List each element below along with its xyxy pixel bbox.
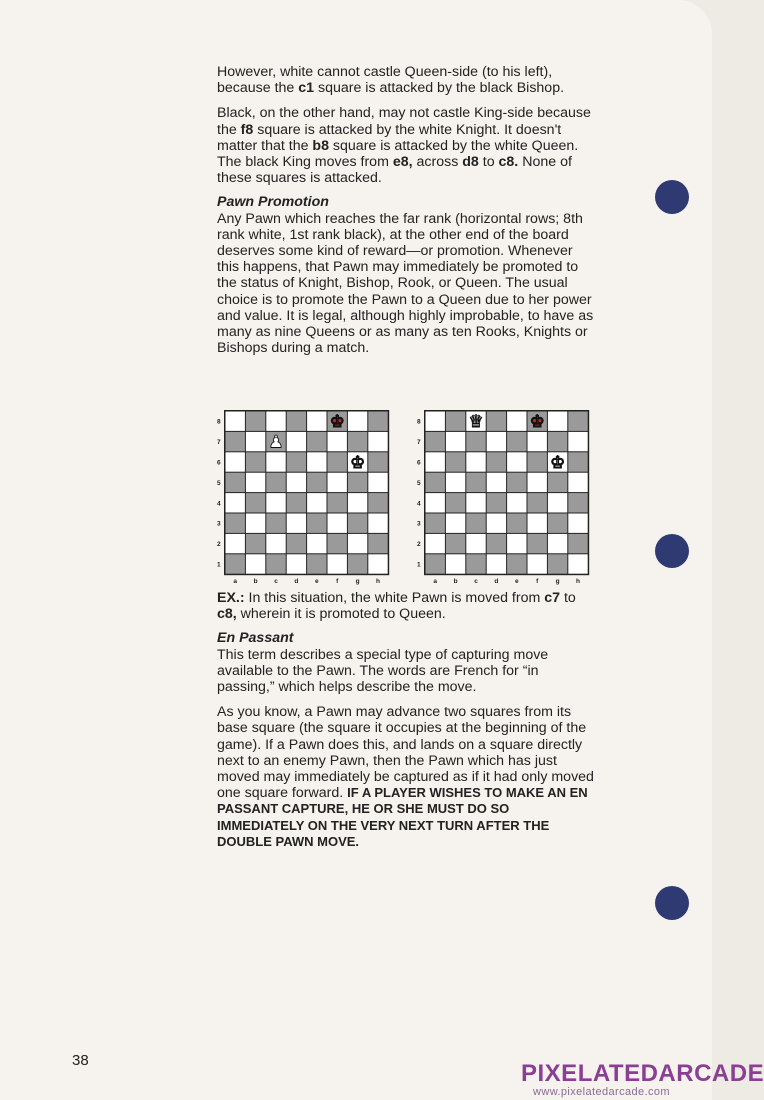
square-d4	[487, 493, 506, 512]
black-king-icon: ♚	[529, 412, 545, 433]
square-a8	[226, 412, 245, 431]
square-c6	[466, 452, 485, 471]
watermark-title: PIXELATEDARCADE	[521, 1060, 764, 1087]
file-label: g	[355, 578, 360, 586]
paragraph-en-passant-intro: This term describes a special type of capturing move available to the Pawn. The words are French for “in passing,” which helps describe the move.	[217, 646, 549, 696]
chess-diagrams	[213, 409, 603, 584]
file-label: a	[233, 578, 238, 586]
square-b2	[246, 534, 265, 553]
rank-label: 7	[417, 439, 421, 447]
binder-hole-bottom	[655, 886, 689, 920]
square-a1	[226, 554, 245, 573]
white-queen-icon: ♛	[468, 412, 484, 433]
rank-label: 6	[217, 459, 221, 467]
chessboard-before	[213, 409, 393, 584]
square-c2	[266, 534, 285, 553]
square-g2	[548, 534, 567, 553]
square-d3	[287, 514, 306, 533]
square-b7	[446, 432, 465, 451]
rank-label: 2	[417, 541, 421, 549]
square-e6	[507, 452, 526, 471]
square-a7	[226, 432, 245, 451]
square-g4	[548, 493, 567, 512]
rank-label: 5	[217, 479, 221, 487]
file-label: f	[336, 578, 339, 586]
square-c3	[266, 514, 285, 533]
text-column-lower	[217, 590, 597, 850]
square-h7	[368, 432, 387, 451]
square-c4	[266, 493, 285, 512]
square-g4	[348, 493, 367, 512]
rank-label: 1	[217, 561, 221, 569]
white-king-icon: ♚	[549, 453, 566, 473]
square-e3	[507, 514, 526, 533]
square-g5	[348, 473, 367, 492]
square-e7	[307, 432, 326, 451]
square-c1	[466, 554, 485, 573]
rank-label: 6	[417, 459, 421, 467]
square-a7	[426, 432, 445, 451]
square-h6	[368, 452, 387, 471]
square-d5	[487, 473, 506, 492]
square-h8	[568, 412, 587, 431]
square-b5	[446, 473, 465, 492]
square-d1	[487, 554, 506, 573]
binder-hole-top	[655, 180, 689, 214]
square-a6	[426, 452, 445, 471]
square-d3	[487, 514, 506, 533]
square-f4	[528, 493, 547, 512]
square-d4	[287, 493, 306, 512]
square-e4	[507, 493, 526, 512]
rank-label: 8	[417, 418, 421, 426]
square-e2	[507, 534, 526, 553]
square-a4	[426, 493, 445, 512]
square-c5	[466, 473, 485, 492]
black-king-icon: ♚	[329, 412, 345, 433]
square-c1	[266, 554, 285, 573]
square-f7	[528, 432, 547, 451]
square-h5	[368, 473, 387, 492]
square-c4	[466, 493, 485, 512]
square-g3	[348, 514, 367, 533]
square-d7	[487, 432, 506, 451]
file-label: g	[555, 578, 560, 586]
paragraph-castling-white: However, white cannot castle Queen-side (to his left), because the c1 square is attacked by the black Bishop.	[217, 64, 565, 97]
square-d8	[487, 412, 506, 431]
file-label: b	[253, 578, 258, 586]
square-g7	[348, 432, 367, 451]
text-column	[217, 64, 597, 356]
square-g8	[348, 412, 367, 431]
rank-label: 1	[417, 561, 421, 569]
square-h6	[568, 452, 587, 471]
square-e1	[507, 554, 526, 573]
square-h4	[368, 493, 387, 512]
file-label: f	[536, 578, 539, 586]
square-f3	[328, 514, 347, 533]
square-g1	[548, 554, 567, 573]
square-f1	[328, 554, 347, 573]
square-g7	[548, 432, 567, 451]
square-f5	[528, 473, 547, 492]
square-f1	[528, 554, 547, 573]
square-h2	[568, 534, 587, 553]
paragraph-pawn-promotion: Any Pawn which reaches the far rank (horizontal rows; 8th rank white, 1st rank black), at the other end of the board deserves some kind of reward—or promotion. Whenever this happens, that Pawn may immediately be promoted to the status of Knight, Bishop, Rook, or Queen. The usual choice is to promote the Pawn to a Queen due to her power and value. It is legal, although highly improbable, to have as many as nine Queens or as many as ten Rooks, Knights or Bishops during a match.	[217, 210, 594, 357]
square-b7	[246, 432, 265, 451]
square-f6	[528, 452, 547, 471]
square-b6	[246, 452, 265, 471]
paragraph-castling-black: Black, on the other hand, may not castle King-side because the f8 square is attacked by the white Knight. It doesn't matter that the b8 square is attacked by the white Queen. The black King moves from e8, across d8 to c8. None of these squares is attacked.	[217, 105, 591, 187]
square-f3	[528, 514, 547, 533]
square-e5	[307, 473, 326, 492]
paragraph-example: EX.: In this situation, the white Pawn is moved from c7 to c8, wherein it is promoted to Queen.	[217, 590, 576, 623]
square-f2	[528, 534, 547, 553]
square-f2	[328, 534, 347, 553]
square-f7	[328, 432, 347, 451]
rank-label: 2	[217, 541, 221, 549]
rank-label: 5	[417, 479, 421, 487]
square-b5	[246, 473, 265, 492]
square-d6	[287, 452, 306, 471]
file-label: h	[576, 578, 580, 586]
square-b8	[446, 412, 465, 431]
file-label: h	[376, 578, 380, 586]
square-a3	[226, 514, 245, 533]
square-b6	[446, 452, 465, 471]
square-e8	[307, 412, 326, 431]
file-label: a	[433, 578, 438, 586]
square-h7	[568, 432, 587, 451]
square-a5	[426, 473, 445, 492]
file-label: b	[453, 578, 458, 586]
square-d5	[287, 473, 306, 492]
file-label: c	[474, 578, 478, 586]
rank-label: 4	[217, 500, 221, 508]
square-b8	[246, 412, 265, 431]
rank-label: 3	[217, 520, 221, 528]
square-b2	[446, 534, 465, 553]
file-label: e	[514, 578, 519, 586]
square-e2	[307, 534, 326, 553]
square-g8	[548, 412, 567, 431]
square-b4	[246, 493, 265, 512]
square-h1	[368, 554, 387, 573]
file-label: d	[294, 578, 299, 586]
watermark-url: www.pixelatedarcade.com	[533, 1086, 670, 1098]
square-d8	[287, 412, 306, 431]
square-e3	[307, 514, 326, 533]
rank-label: 7	[217, 439, 221, 447]
square-h5	[568, 473, 587, 492]
chessboard-after-svg	[413, 409, 593, 584]
square-h3	[368, 514, 387, 533]
square-c2	[466, 534, 485, 553]
square-b1	[446, 554, 465, 573]
square-f5	[328, 473, 347, 492]
heading-en-passant: En Passant	[217, 630, 294, 647]
square-g3	[548, 514, 567, 533]
square-h3	[568, 514, 587, 533]
square-d6	[487, 452, 506, 471]
square-b3	[446, 514, 465, 533]
square-h4	[568, 493, 587, 512]
white-pawn-icon: ♟	[268, 432, 284, 453]
square-c8	[266, 412, 285, 431]
square-e6	[307, 452, 326, 471]
square-d7	[287, 432, 306, 451]
square-b1	[246, 554, 265, 573]
square-e7	[507, 432, 526, 451]
square-a2	[426, 534, 445, 553]
square-e5	[507, 473, 526, 492]
square-a4	[226, 493, 245, 512]
paragraph-en-passant-rule: As you know, a Pawn may advance two squares from its base square (the square it occupies at the beginning of the game). If a Pawn does this, and lands on a square directly next to an enemy Pawn, then the Pawn which has just moved may immediately be captured as if it had only moved one square forward. IF A PLAYER WISHES TO MAKE AN EN PASSANT CAPTURE, HE OR SHE MUST DO SO IMMEDIATELY ON THE VERY NEXT TURN AFTER THE DOUBLE PAWN MOVE.	[217, 704, 594, 849]
square-c6	[266, 452, 285, 471]
square-a1	[426, 554, 445, 573]
file-label: e	[314, 578, 319, 586]
square-e1	[307, 554, 326, 573]
square-c3	[466, 514, 485, 533]
square-c5	[266, 473, 285, 492]
rank-label: 4	[417, 500, 421, 508]
rank-label: 3	[417, 520, 421, 528]
square-f6	[328, 452, 347, 471]
binder-hole-middle	[655, 534, 689, 568]
heading-pawn-promotion: Pawn Promotion	[217, 194, 329, 211]
square-a5	[226, 473, 245, 492]
square-h8	[368, 412, 387, 431]
square-e4	[307, 493, 326, 512]
square-e8	[507, 412, 526, 431]
file-label: c	[274, 578, 278, 586]
square-g1	[348, 554, 367, 573]
square-d2	[487, 534, 506, 553]
rank-label: 8	[217, 418, 221, 426]
square-h2	[368, 534, 387, 553]
square-g2	[348, 534, 367, 553]
file-label: d	[494, 578, 499, 586]
square-g5	[548, 473, 567, 492]
square-d1	[287, 554, 306, 573]
square-c7	[466, 432, 485, 451]
square-a3	[426, 514, 445, 533]
chessboard-before-svg	[213, 409, 393, 584]
square-h1	[568, 554, 587, 573]
square-b3	[246, 514, 265, 533]
white-king-icon: ♚	[349, 453, 366, 473]
square-b4	[446, 493, 465, 512]
chessboard-after	[413, 409, 593, 584]
square-f4	[328, 493, 347, 512]
page-number: 38	[72, 1052, 89, 1069]
square-a2	[226, 534, 245, 553]
square-d2	[287, 534, 306, 553]
square-a8	[426, 412, 445, 431]
square-a6	[226, 452, 245, 471]
watermark	[521, 1062, 764, 1098]
